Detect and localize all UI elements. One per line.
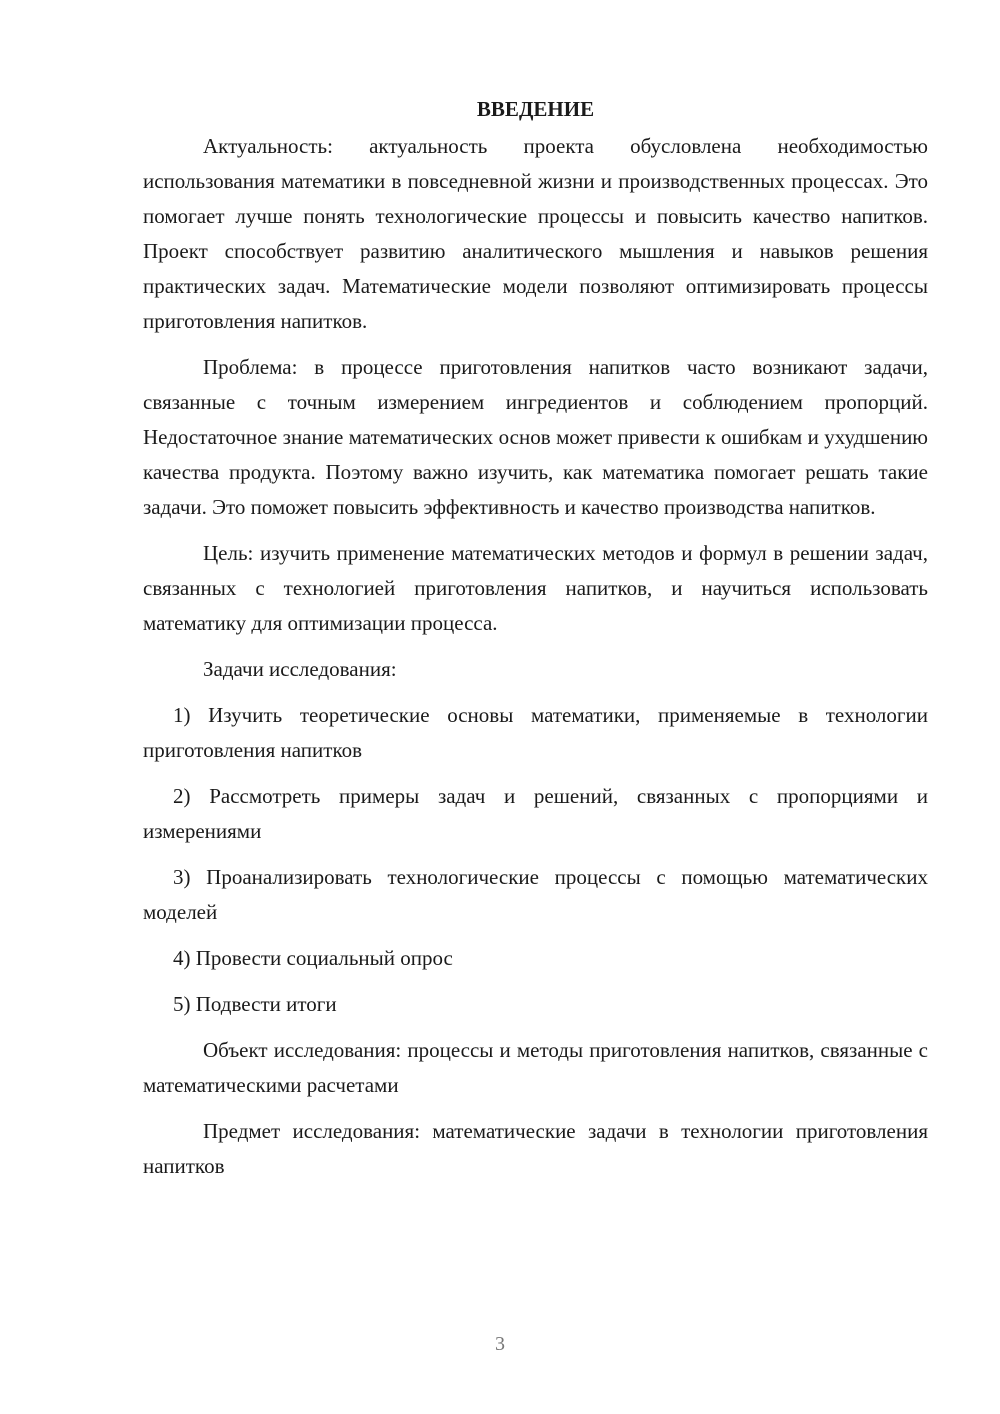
task-item-1: 1) Изучить теоретические основы математики, применяемые в технологии приготовления напитков — [143, 703, 928, 762]
object-paragraph: Объект исследования: процессы и методы приготовления напитков, связанные с математическими расчетами — [143, 1038, 928, 1097]
task-item-3: 3) Проанализировать технологические процессы с помощью математических моделей — [143, 865, 928, 924]
relevance-paragraph: Актуальность: актуальность проекта обусловлена необходимостью использования математики в повседневной жизни и производственных процессах. Это помогает лучше понять технологические процессы и повысить качество напитков. Проект способствует развитию аналитического мышления и навыков решения практических задач. Математические модели позволяют оптимизировать процессы приготовления напитков. — [143, 134, 928, 333]
task-item-5: 5) Подвести итоги — [173, 992, 337, 1016]
problem-paragraph: Проблема: в процессе приготовления напитков часто возникают задачи, связанные с точным измерением ингредиентов и соблюдением пропорций. Недостаточное знание математических основ может привести к ошибкам и ухудшению качества продукта. Поэтому важно изучить, как математика помогает решать такие задачи. Это поможет повысить эффективность и качество производства напитков. — [143, 355, 928, 519]
section-title: ВВЕДЕНИЕ — [476, 97, 595, 121]
task-item-2: 2) Рассмотреть примеры задач и решений, связанных с пропорциями и измерениями — [143, 784, 928, 843]
task-item-4: 4) Провести социальный опрос — [173, 946, 453, 970]
document-page — [143, 92, 928, 1195]
goal-paragraph: Цель: изучить применение математических методов и формул в решении задач, связанных с технологией приготовления напитков, и научиться использовать математику для оптимизации процесса. — [143, 541, 928, 635]
subject-paragraph: Предмет исследования: математические задачи в технологии приготовления напитков — [143, 1119, 928, 1178]
tasks-heading: Задачи исследования: — [203, 657, 397, 681]
page-number: 3 — [495, 1333, 505, 1355]
